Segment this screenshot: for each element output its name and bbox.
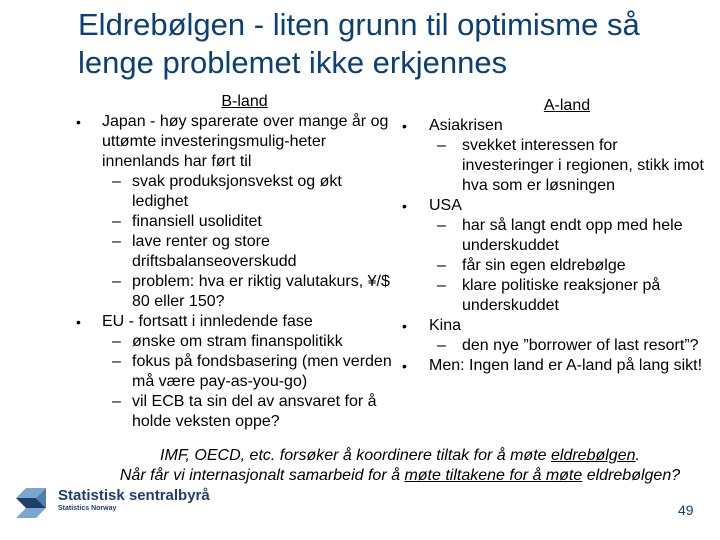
logo-subtitle: Statistics Norway — [58, 505, 117, 512]
b-land-sub: – lave renter og store driftsbalanseoverskudd — [72, 232, 397, 272]
a-land-bullet-usa: • USA — [392, 196, 712, 216]
a-land-heading: A-land — [543, 97, 591, 114]
a-land-column — [392, 96, 712, 376]
b-land-bullet-eu: • EU - fortsatt i innledende fase — [72, 312, 397, 332]
footer-underlined: eldrebølgen — [550, 447, 636, 464]
a-land-bullet-kina: • Kina — [392, 316, 712, 336]
footer-line-1 — [110, 446, 690, 466]
a-land-bullet-men: • Men: Ingen land er A-land på lang sikt! — [392, 356, 712, 376]
footer-line-2 — [110, 466, 690, 486]
b-land-bullet-japan: • Japan - høy sparerate over mange år og uttømte investeringsmulig-heter innenlands har ført til — [72, 112, 397, 172]
a-land-sub: – klare politiske reaksjoner på underskuddet — [392, 276, 712, 316]
b-land-column — [72, 92, 397, 432]
footer-text: Når får vi internasjonalt samarbeid for å — [119, 467, 405, 484]
footer-text: . — [635, 447, 640, 464]
slide-title: Eldrebølgen - liten grunn til optimisme så lenge problemet ikke erkjennes — [78, 7, 640, 80]
footer-text: IMF, OECD, etc. forsøker å koordinere tiltak for å møte — [160, 447, 551, 464]
a-land-sub: – svekket interessen for investeringer i regionen, stikk imot hva som er løsningen — [392, 136, 712, 196]
b-land-sub: – ønske om stram finanspolitikk — [72, 332, 397, 352]
footer-note — [110, 446, 690, 486]
b-land-heading: B-land — [221, 93, 268, 110]
a-land-bullet-asiakrisen: • Asiakrisen — [392, 116, 712, 136]
ssb-logo — [12, 484, 212, 524]
ssb-logo-icon — [12, 484, 52, 524]
a-land-sub: – den nye ”borrower of last resort”? — [392, 336, 712, 356]
b-land-sub: – finansiell usoliditet — [72, 212, 397, 232]
b-land-sub: – vil ECB ta sin del av ansvaret for å holde veksten oppe? — [72, 392, 397, 432]
footer-underlined: møte tiltakene for å møte — [404, 467, 583, 484]
b-land-sub: – problem: hva er riktig valutakurs, ¥/$ 80 eller 150? — [72, 272, 397, 312]
b-land-sub: – svak produksjonsvekst og økt ledighet — [72, 172, 397, 212]
a-land-sub: – får sin egen eldrebølge — [392, 256, 712, 276]
page-number: 49 — [678, 502, 694, 518]
logo-name: Statistisk sentralbyrå — [58, 487, 210, 504]
b-land-sub: – fokus på fondsbasering (men verden må være pay-as-you-go) — [72, 352, 397, 392]
footer-text: eldrebølgen? — [582, 467, 681, 484]
a-land-sub: – har så langt endt opp med hele underskuddet — [392, 216, 712, 256]
